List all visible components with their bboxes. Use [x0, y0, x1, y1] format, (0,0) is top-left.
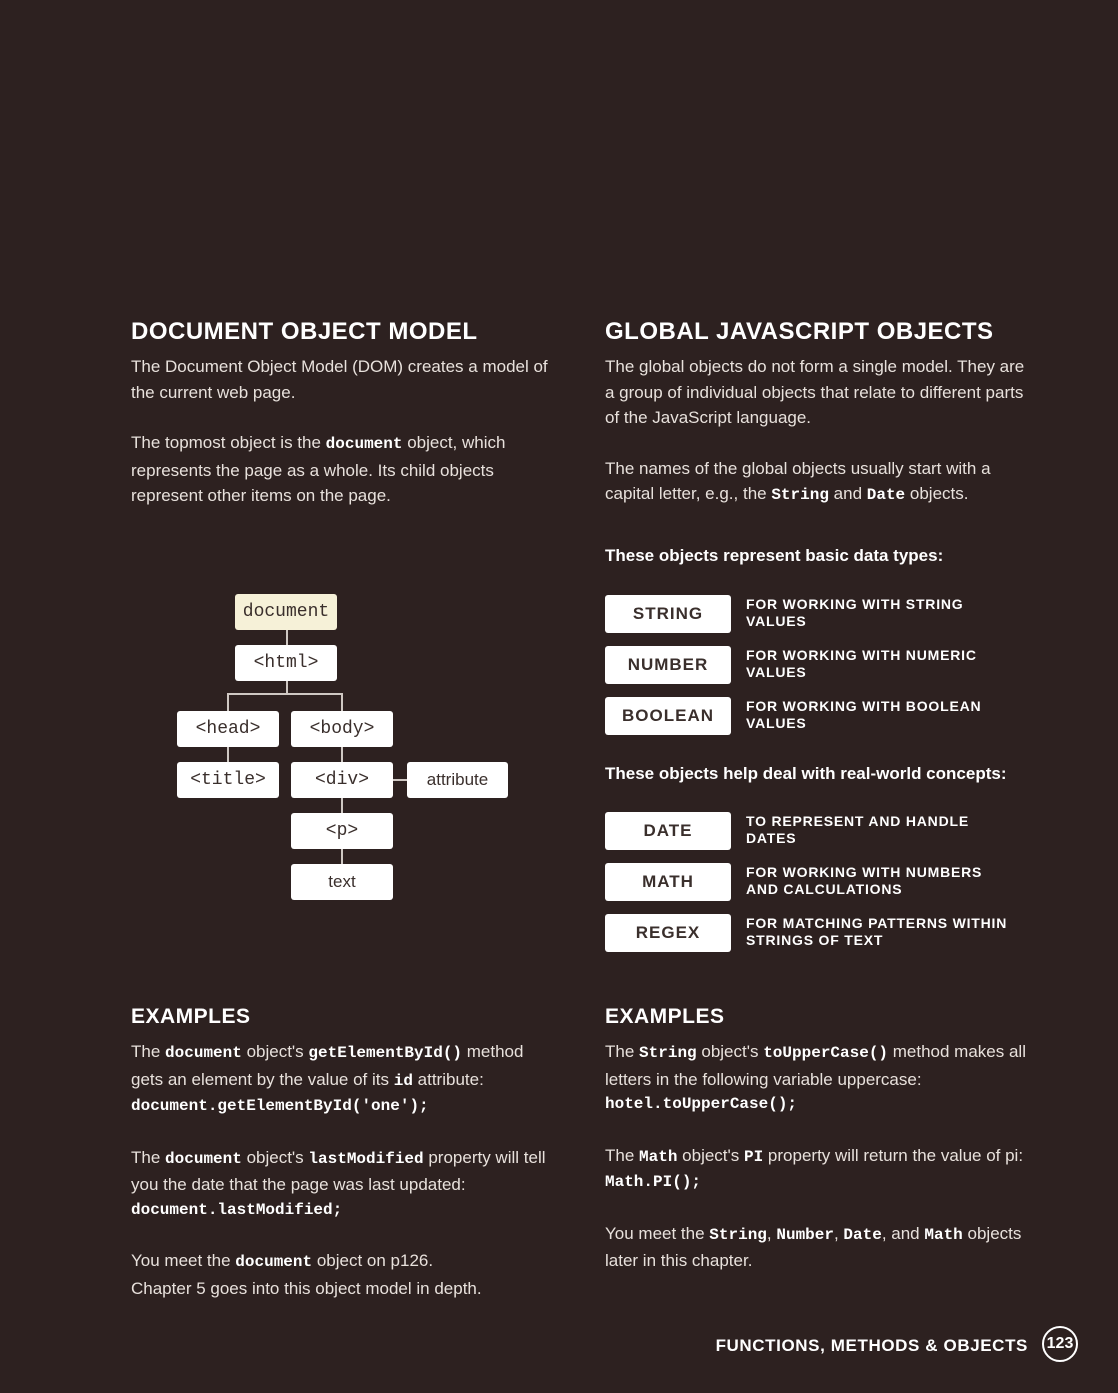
text: and	[828, 484, 867, 503]
object-row-date	[605, 812, 1025, 850]
dom-intro-1: The Document Object Model (DOM) creates a model of the current web page.	[131, 357, 548, 402]
object-desc: FOR WORKING WITH BOOLEAN VALUES	[746, 698, 982, 731]
tree-node-div: <div>	[291, 762, 393, 798]
dom-column	[131, 318, 551, 509]
code-line: hotel.toUpperCase();	[605, 1095, 798, 1113]
code: Number	[776, 1225, 834, 1244]
dom-example-2	[131, 1145, 551, 1224]
text: The names of the global objects usually start with a capital letter, e.g., the	[605, 458, 991, 503]
code: document	[165, 1149, 242, 1168]
text: object's	[696, 1042, 764, 1061]
object-row-regex	[605, 914, 1025, 952]
text: object, which represents the page as a whole. Its child objects represent other items on the page.	[131, 433, 506, 505]
code: document	[165, 1044, 242, 1062]
object-label: MATH	[605, 863, 731, 901]
connector	[227, 693, 229, 711]
connector	[227, 747, 229, 762]
tree-node-attribute: attribute	[407, 762, 508, 798]
global-intro-1: The global objects do not form a single model. They are a group of individual objects that relate to different parts of the JavaScript language.	[605, 357, 1025, 427]
code: toUpperCase()	[763, 1044, 889, 1062]
text: object on p126.	[312, 1251, 434, 1270]
text: property will return the value of pi:	[763, 1145, 1024, 1165]
global-examples	[605, 1003, 1035, 1274]
dom-examples-heading: EXAMPLES	[131, 1005, 251, 1028]
connector	[393, 779, 407, 781]
tree-node-head: <head>	[177, 711, 279, 747]
connector	[341, 798, 343, 813]
dom-heading: DOCUMENT OBJECT MODEL	[131, 318, 478, 345]
text: objects later in this chapter.	[605, 1223, 1022, 1270]
code: id	[393, 1071, 413, 1090]
text: The topmost object is the	[131, 433, 326, 452]
code: String	[639, 1044, 697, 1062]
text: objects.	[905, 484, 969, 503]
code: Math	[639, 1147, 678, 1166]
code: String	[709, 1225, 767, 1244]
tree-node-document: document	[235, 594, 337, 630]
connector	[341, 747, 343, 762]
object-label: DATE	[605, 812, 731, 850]
text: ,	[833, 1223, 844, 1243]
concepts-heading: These objects help deal with real-world concepts:	[605, 764, 1007, 783]
page-number: 123	[1042, 1326, 1078, 1362]
code: Date	[843, 1225, 882, 1244]
code: String	[771, 486, 829, 504]
text: You meet the	[131, 1251, 236, 1270]
text: , and	[881, 1223, 925, 1243]
object-desc: FOR MATCHING PATTERNS WITHIN STRINGS OF TEXT	[746, 915, 1008, 948]
object-label: STRING	[605, 595, 731, 633]
object-label: BOOLEAN	[605, 697, 731, 735]
dom-intro-2	[131, 430, 551, 509]
code: lastModified	[308, 1149, 424, 1168]
object-label: NUMBER	[605, 646, 731, 684]
text: object's	[677, 1145, 744, 1165]
tree-node-title: <title>	[177, 762, 279, 798]
text: The	[605, 1042, 640, 1061]
tree-node-body: <body>	[291, 711, 393, 747]
object-row-number	[605, 646, 1025, 684]
text: The	[131, 1147, 166, 1167]
object-desc: FOR WORKING WITH NUMERIC VALUES	[746, 647, 977, 680]
tree-node-p: <p>	[291, 813, 393, 849]
code: Math	[924, 1225, 963, 1244]
tree-node-html: <html>	[235, 645, 337, 681]
code-line: document.getElementById('one');	[131, 1097, 429, 1115]
dom-examples	[131, 1003, 551, 1301]
object-row-string	[605, 595, 1025, 633]
code-line: document.lastModified;	[131, 1200, 343, 1219]
text: method gets an element by the value of its	[131, 1042, 524, 1089]
code-line: Math.PI();	[605, 1173, 702, 1191]
basic-types-heading: These objects represent basic data types:	[605, 546, 944, 565]
code: getElementById()	[308, 1044, 463, 1062]
dom-example-3	[131, 1248, 551, 1301]
text: object's	[241, 1147, 309, 1167]
code: PI	[744, 1147, 764, 1166]
text: property will tell you the date that the page was last updated:	[131, 1147, 546, 1194]
global-heading: GLOBAL JAVASCRIPT OBJECTS	[605, 318, 994, 345]
code: Date	[866, 486, 906, 504]
global-example-3	[605, 1221, 1035, 1274]
text: ,	[766, 1223, 777, 1243]
global-example-1	[605, 1039, 1035, 1118]
chapter-footer: FUNCTIONS, METHODS & OBJECTS	[715, 1336, 1028, 1355]
connector	[227, 693, 343, 695]
connector	[341, 693, 343, 711]
object-label: REGEX	[605, 914, 731, 952]
dom-example-1	[131, 1039, 551, 1120]
object-desc: FOR WORKING WITH NUMBERS AND CALCULATIONS	[746, 864, 983, 897]
object-row-boolean	[605, 697, 1025, 735]
connector	[286, 681, 288, 693]
global-examples-heading: EXAMPLES	[605, 1005, 725, 1028]
object-row-math	[605, 863, 1025, 901]
text: The	[605, 1145, 640, 1165]
text: You meet the	[605, 1223, 710, 1243]
connector	[341, 849, 343, 864]
text: object's	[241, 1042, 309, 1061]
code: document	[235, 1253, 313, 1271]
tree-node-text: text	[291, 864, 393, 900]
global-objects-column	[605, 318, 1035, 509]
connector	[286, 630, 288, 645]
object-desc: FOR WORKING WITH STRING VALUES	[746, 596, 964, 629]
object-desc: TO REPRESENT AND HANDLE DATES	[746, 813, 969, 846]
text: attribute:	[412, 1069, 484, 1089]
global-example-2	[605, 1143, 1035, 1196]
text: Chapter 5 goes into this object model in depth.	[131, 1278, 482, 1298]
text: The	[131, 1042, 166, 1061]
global-intro-2	[605, 456, 1035, 509]
code: document	[325, 435, 403, 453]
text: method makes all letters in the following variable uppercase:	[605, 1042, 1026, 1089]
